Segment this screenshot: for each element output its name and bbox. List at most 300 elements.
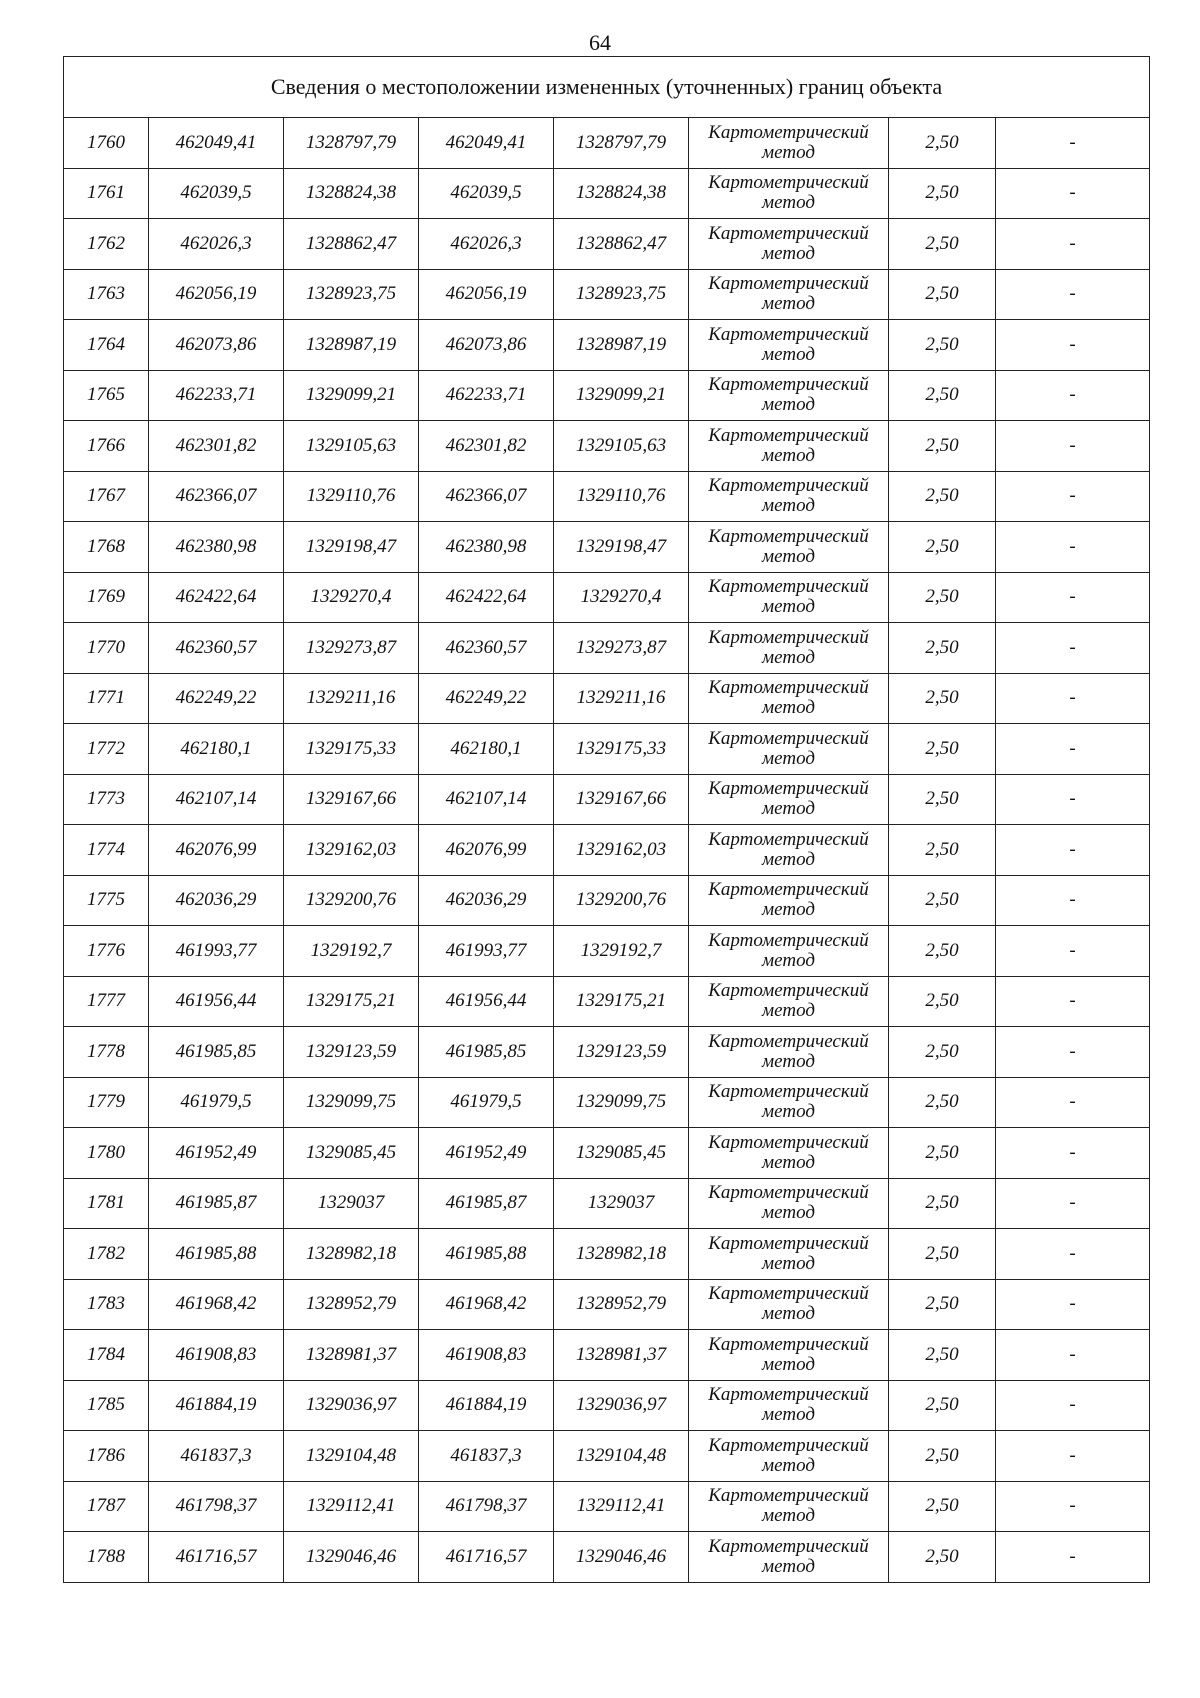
table-row: [64, 522, 1150, 573]
existing-x-cell: 462249,22: [149, 673, 284, 724]
point-number-cell: 1760: [64, 118, 149, 169]
note-cell: -: [996, 1128, 1150, 1179]
table-row: [64, 1330, 1150, 1381]
accuracy-cell: 2,50: [889, 1027, 996, 1078]
accuracy-cell: 2,50: [889, 1178, 996, 1229]
refined-x-cell: 461798,37: [419, 1481, 554, 1532]
point-number-cell: 1781: [64, 1178, 149, 1229]
existing-x-cell: 461798,37: [149, 1481, 284, 1532]
table-row: [64, 623, 1150, 674]
refined-y-cell: 1328797,79: [554, 118, 689, 169]
method-line-2: метод: [762, 242, 815, 264]
existing-y-cell: 1329211,16: [284, 673, 419, 724]
accuracy-cell: 2,50: [889, 825, 996, 876]
note-cell: -: [996, 320, 1150, 371]
table-row: [64, 1229, 1150, 1280]
note-cell: -: [996, 1229, 1150, 1280]
refined-x-cell: 462301,82: [419, 421, 554, 472]
note-cell: -: [996, 1431, 1150, 1482]
accuracy-cell: 2,50: [889, 1431, 996, 1482]
accuracy-cell: 2,50: [889, 572, 996, 623]
refined-y-cell: 1329200,76: [554, 875, 689, 926]
note-cell: -: [996, 421, 1150, 472]
method-cell: [689, 774, 889, 825]
note-cell: -: [996, 1330, 1150, 1381]
point-number-cell: 1771: [64, 673, 149, 724]
table-row: [64, 572, 1150, 623]
refined-x-cell: 462049,41: [419, 118, 554, 169]
method-line-1: Картометрический: [708, 677, 869, 699]
refined-x-cell: 461908,83: [419, 1330, 554, 1381]
refined-y-cell: 1329175,33: [554, 724, 689, 775]
existing-x-cell: 462107,14: [149, 774, 284, 825]
method-line-2: метод: [762, 293, 815, 315]
note-cell: -: [996, 724, 1150, 775]
existing-y-cell: 1328923,75: [284, 269, 419, 320]
existing-y-cell: 1329104,48: [284, 1431, 419, 1482]
table-row: [64, 1481, 1150, 1532]
note-cell: -: [996, 825, 1150, 876]
method-cell: [689, 421, 889, 472]
refined-x-cell: 462036,29: [419, 875, 554, 926]
point-number-cell: 1779: [64, 1077, 149, 1128]
note-cell: -: [996, 1380, 1150, 1431]
method-cell: [689, 623, 889, 674]
method-line-1: Картометрический: [708, 1081, 869, 1103]
existing-x-cell: 461979,5: [149, 1077, 284, 1128]
method-line-1: Картометрический: [708, 1384, 869, 1406]
accuracy-cell: 2,50: [889, 774, 996, 825]
refined-x-cell: 461837,3: [419, 1431, 554, 1482]
point-number-cell: 1785: [64, 1380, 149, 1431]
existing-y-cell: 1328987,19: [284, 320, 419, 371]
method-line-1: Картометрический: [708, 121, 869, 143]
refined-y-cell: 1329211,16: [554, 673, 689, 724]
note-cell: -: [996, 118, 1150, 169]
method-line-1: Картометрический: [708, 172, 869, 194]
point-number-cell: 1782: [64, 1229, 149, 1280]
table-row: [64, 1431, 1150, 1482]
refined-x-cell: 461979,5: [419, 1077, 554, 1128]
existing-y-cell: 1329162,03: [284, 825, 419, 876]
method-line-2: метод: [762, 899, 815, 921]
refined-x-cell: 462233,71: [419, 370, 554, 421]
point-number-cell: 1763: [64, 269, 149, 320]
method-line-1: Картометрический: [708, 1535, 869, 1557]
point-number-cell: 1783: [64, 1279, 149, 1330]
existing-y-cell: 1328981,37: [284, 1330, 419, 1381]
table-row: [64, 219, 1150, 270]
method-line-1: Картометрический: [708, 222, 869, 244]
existing-x-cell: 461985,88: [149, 1229, 284, 1280]
existing-y-cell: 1329085,45: [284, 1128, 419, 1179]
method-line-1: Картометрический: [708, 1434, 869, 1456]
existing-y-cell: 1329046,46: [284, 1532, 419, 1583]
existing-y-cell: 1328862,47: [284, 219, 419, 270]
refined-x-cell: 462249,22: [419, 673, 554, 724]
existing-x-cell: 462301,82: [149, 421, 284, 472]
refined-y-cell: 1329110,76: [554, 471, 689, 522]
refined-y-cell: 1329273,87: [554, 623, 689, 674]
existing-y-cell: 1329037: [284, 1178, 419, 1229]
method-line-2: метод: [762, 1252, 815, 1274]
refined-y-cell: 1328862,47: [554, 219, 689, 270]
existing-x-cell: 462360,57: [149, 623, 284, 674]
refined-x-cell: 462360,57: [419, 623, 554, 674]
point-number-cell: 1773: [64, 774, 149, 825]
accuracy-cell: 2,50: [889, 724, 996, 775]
refined-y-cell: 1329046,46: [554, 1532, 689, 1583]
table-row: [64, 421, 1150, 472]
point-number-cell: 1786: [64, 1431, 149, 1482]
note-cell: -: [996, 774, 1150, 825]
method-line-1: Картометрический: [708, 374, 869, 396]
method-cell: [689, 1380, 889, 1431]
table-row: [64, 926, 1150, 977]
existing-x-cell: 461952,49: [149, 1128, 284, 1179]
note-cell: -: [996, 1532, 1150, 1583]
point-number-cell: 1772: [64, 724, 149, 775]
method-line-1: Картометрический: [708, 273, 869, 295]
refined-x-cell: 461968,42: [419, 1279, 554, 1330]
accuracy-cell: 2,50: [889, 875, 996, 926]
table-row: [64, 118, 1150, 169]
existing-x-cell: 462036,29: [149, 875, 284, 926]
refined-x-cell: 462366,07: [419, 471, 554, 522]
accuracy-cell: 2,50: [889, 926, 996, 977]
table-row: [64, 1532, 1150, 1583]
method-line-1: Картометрический: [708, 424, 869, 446]
table-row: [64, 774, 1150, 825]
table-row: [64, 1027, 1150, 1078]
point-number-cell: 1775: [64, 875, 149, 926]
existing-x-cell: 461716,57: [149, 1532, 284, 1583]
refined-y-cell: 1329192,7: [554, 926, 689, 977]
table-row: [64, 1279, 1150, 1330]
method-cell: [689, 673, 889, 724]
method-cell: [689, 572, 889, 623]
method-cell: [689, 875, 889, 926]
existing-x-cell: 462056,19: [149, 269, 284, 320]
method-line-1: Картометрический: [708, 1131, 869, 1153]
existing-x-cell: 462233,71: [149, 370, 284, 421]
method-line-1: Картометрический: [708, 626, 869, 648]
point-number-cell: 1776: [64, 926, 149, 977]
refined-x-cell: 462056,19: [419, 269, 554, 320]
refined-y-cell: 1328982,18: [554, 1229, 689, 1280]
accuracy-cell: 2,50: [889, 320, 996, 371]
existing-y-cell: 1329200,76: [284, 875, 419, 926]
table-row: [64, 1128, 1150, 1179]
method-line-2: метод: [762, 1505, 815, 1527]
note-cell: -: [996, 875, 1150, 926]
note-cell: -: [996, 269, 1150, 320]
method-cell: [689, 1330, 889, 1381]
accuracy-cell: 2,50: [889, 118, 996, 169]
existing-x-cell: 461968,42: [149, 1279, 284, 1330]
accuracy-cell: 2,50: [889, 1481, 996, 1532]
refined-y-cell: 1329162,03: [554, 825, 689, 876]
method-line-2: метод: [762, 1454, 815, 1476]
existing-y-cell: 1329198,47: [284, 522, 419, 573]
point-number-cell: 1762: [64, 219, 149, 270]
note-cell: -: [996, 1027, 1150, 1078]
accuracy-cell: 2,50: [889, 673, 996, 724]
existing-x-cell: 462026,3: [149, 219, 284, 270]
method-line-1: Картометрический: [708, 828, 869, 850]
table-row: [64, 875, 1150, 926]
existing-x-cell: 462422,64: [149, 572, 284, 623]
accuracy-cell: 2,50: [889, 421, 996, 472]
refined-x-cell: 462076,99: [419, 825, 554, 876]
existing-y-cell: 1329167,66: [284, 774, 419, 825]
method-cell: [689, 1532, 889, 1583]
note-cell: -: [996, 370, 1150, 421]
point-number-cell: 1777: [64, 976, 149, 1027]
table-row: [64, 673, 1150, 724]
existing-y-cell: 1329175,21: [284, 976, 419, 1027]
note-cell: -: [996, 623, 1150, 674]
refined-y-cell: 1329123,59: [554, 1027, 689, 1078]
existing-y-cell: 1329105,63: [284, 421, 419, 472]
refined-x-cell: 462026,3: [419, 219, 554, 270]
existing-x-cell: 461993,77: [149, 926, 284, 977]
existing-y-cell: 1329036,97: [284, 1380, 419, 1431]
method-line-2: метод: [762, 646, 815, 668]
table-row: [64, 976, 1150, 1027]
method-cell: [689, 522, 889, 573]
note-cell: -: [996, 673, 1150, 724]
point-number-cell: 1766: [64, 421, 149, 472]
point-number-cell: 1788: [64, 1532, 149, 1583]
point-number-cell: 1784: [64, 1330, 149, 1381]
table-row: [64, 724, 1150, 775]
table-row: [64, 1178, 1150, 1229]
existing-x-cell: 462076,99: [149, 825, 284, 876]
existing-y-cell: 1328982,18: [284, 1229, 419, 1280]
method-line-2: метод: [762, 444, 815, 466]
method-line-2: метод: [762, 747, 815, 769]
point-number-cell: 1787: [64, 1481, 149, 1532]
existing-x-cell: 461908,83: [149, 1330, 284, 1381]
method-cell: [689, 1431, 889, 1482]
method-cell: [689, 320, 889, 371]
refined-x-cell: 461956,44: [419, 976, 554, 1027]
note-cell: -: [996, 168, 1150, 219]
existing-x-cell: 461956,44: [149, 976, 284, 1027]
accuracy-cell: 2,50: [889, 1380, 996, 1431]
existing-x-cell: 461837,3: [149, 1431, 284, 1482]
method-line-2: метод: [762, 495, 815, 517]
refined-x-cell: 462039,5: [419, 168, 554, 219]
note-cell: -: [996, 1178, 1150, 1229]
point-number-cell: 1761: [64, 168, 149, 219]
existing-y-cell: 1328797,79: [284, 118, 419, 169]
method-line-1: Картометрический: [708, 1485, 869, 1507]
method-line-2: метод: [762, 1303, 815, 1325]
note-cell: -: [996, 471, 1150, 522]
refined-x-cell: 462107,14: [419, 774, 554, 825]
method-line-1: Картометрический: [708, 1030, 869, 1052]
table-row: [64, 320, 1150, 371]
existing-x-cell: 462073,86: [149, 320, 284, 371]
accuracy-cell: 2,50: [889, 1279, 996, 1330]
method-line-1: Картометрический: [708, 929, 869, 951]
refined-x-cell: 461993,77: [419, 926, 554, 977]
existing-y-cell: 1328824,38: [284, 168, 419, 219]
refined-y-cell: 1329112,41: [554, 1481, 689, 1532]
refined-x-cell: 462380,98: [419, 522, 554, 573]
refined-y-cell: 1329099,21: [554, 370, 689, 421]
table-row: [64, 1380, 1150, 1431]
method-line-1: Картометрический: [708, 980, 869, 1002]
point-number-cell: 1768: [64, 522, 149, 573]
method-line-1: Картометрический: [708, 475, 869, 497]
method-cell: [689, 471, 889, 522]
existing-x-cell: 462380,98: [149, 522, 284, 573]
method-line-2: метод: [762, 545, 815, 567]
method-line-2: метод: [762, 1000, 815, 1022]
note-cell: -: [996, 1279, 1150, 1330]
method-line-2: метод: [762, 949, 815, 971]
method-line-1: Картометрический: [708, 1232, 869, 1254]
existing-x-cell: 462366,07: [149, 471, 284, 522]
note-cell: -: [996, 1077, 1150, 1128]
existing-y-cell: 1329123,59: [284, 1027, 419, 1078]
refined-x-cell: 462073,86: [419, 320, 554, 371]
refined-y-cell: 1329175,21: [554, 976, 689, 1027]
refined-y-cell: 1328987,19: [554, 320, 689, 371]
refined-x-cell: 462180,1: [419, 724, 554, 775]
point-number-cell: 1780: [64, 1128, 149, 1179]
method-line-2: метод: [762, 141, 815, 163]
point-number-cell: 1774: [64, 825, 149, 876]
note-cell: -: [996, 522, 1150, 573]
refined-x-cell: 462422,64: [419, 572, 554, 623]
method-cell: [689, 1178, 889, 1229]
existing-y-cell: 1329270,4: [284, 572, 419, 623]
accuracy-cell: 2,50: [889, 1532, 996, 1583]
method-cell: [689, 825, 889, 876]
page-number: 64: [589, 30, 611, 55]
existing-y-cell: 1329110,76: [284, 471, 419, 522]
table-row: [64, 471, 1150, 522]
refined-y-cell: 1329270,4: [554, 572, 689, 623]
method-cell: [689, 370, 889, 421]
method-line-2: метод: [762, 1050, 815, 1072]
method-cell: [689, 1027, 889, 1078]
existing-y-cell: 1329112,41: [284, 1481, 419, 1532]
refined-y-cell: 1328952,79: [554, 1279, 689, 1330]
table-row: [64, 370, 1150, 421]
note-cell: -: [996, 926, 1150, 977]
table-row: [64, 825, 1150, 876]
accuracy-cell: 2,50: [889, 168, 996, 219]
point-number-cell: 1770: [64, 623, 149, 674]
table-body: [64, 57, 1150, 1583]
existing-x-cell: 461985,87: [149, 1178, 284, 1229]
table-title: Сведения о местоположении измененных (уточненных) границ объекта: [64, 57, 1150, 118]
table-row: [64, 269, 1150, 320]
refined-y-cell: 1329037: [554, 1178, 689, 1229]
boundary-coordinates-table: [63, 56, 1150, 1583]
existing-x-cell: 461884,19: [149, 1380, 284, 1431]
existing-y-cell: 1329099,21: [284, 370, 419, 421]
refined-y-cell: 1329198,47: [554, 522, 689, 573]
refined-y-cell: 1329105,63: [554, 421, 689, 472]
table-row: [64, 168, 1150, 219]
refined-y-cell: 1328824,38: [554, 168, 689, 219]
method-line-2: метод: [762, 697, 815, 719]
point-number-cell: 1769: [64, 572, 149, 623]
method-cell: [689, 1279, 889, 1330]
method-line-1: Картометрический: [708, 1333, 869, 1355]
accuracy-cell: 2,50: [889, 219, 996, 270]
note-cell: -: [996, 572, 1150, 623]
accuracy-cell: 2,50: [889, 522, 996, 573]
method-line-1: Картометрический: [708, 1182, 869, 1204]
existing-y-cell: 1328952,79: [284, 1279, 419, 1330]
method-cell: [689, 724, 889, 775]
point-number-cell: 1764: [64, 320, 149, 371]
accuracy-cell: 2,50: [889, 370, 996, 421]
method-line-2: метод: [762, 343, 815, 365]
note-cell: -: [996, 976, 1150, 1027]
method-line-2: метод: [762, 1555, 815, 1577]
accuracy-cell: 2,50: [889, 1330, 996, 1381]
method-line-1: Картометрический: [708, 1283, 869, 1305]
accuracy-cell: 2,50: [889, 1077, 996, 1128]
method-line-2: метод: [762, 798, 815, 820]
method-cell: [689, 1229, 889, 1280]
refined-x-cell: 461985,88: [419, 1229, 554, 1280]
accuracy-cell: 2,50: [889, 1128, 996, 1179]
accuracy-cell: 2,50: [889, 471, 996, 522]
method-cell: [689, 976, 889, 1027]
existing-y-cell: 1329099,75: [284, 1077, 419, 1128]
table-row: [64, 1077, 1150, 1128]
method-line-1: Картометрический: [708, 576, 869, 598]
point-number-cell: 1765: [64, 370, 149, 421]
refined-y-cell: 1328923,75: [554, 269, 689, 320]
refined-x-cell: 461884,19: [419, 1380, 554, 1431]
refined-y-cell: 1329036,97: [554, 1380, 689, 1431]
refined-y-cell: 1328981,37: [554, 1330, 689, 1381]
method-cell: [689, 269, 889, 320]
point-number-cell: 1778: [64, 1027, 149, 1078]
accuracy-cell: 2,50: [889, 976, 996, 1027]
accuracy-cell: 2,50: [889, 269, 996, 320]
existing-y-cell: 1329273,87: [284, 623, 419, 674]
method-cell: [689, 168, 889, 219]
refined-y-cell: 1329099,75: [554, 1077, 689, 1128]
accuracy-cell: 2,50: [889, 1229, 996, 1280]
refined-y-cell: 1329167,66: [554, 774, 689, 825]
existing-x-cell: 462180,1: [149, 724, 284, 775]
method-line-2: метод: [762, 1202, 815, 1224]
method-cell: [689, 1077, 889, 1128]
method-cell: [689, 219, 889, 270]
accuracy-cell: 2,50: [889, 623, 996, 674]
point-number-cell: 1767: [64, 471, 149, 522]
existing-y-cell: 1329192,7: [284, 926, 419, 977]
existing-y-cell: 1329175,33: [284, 724, 419, 775]
refined-x-cell: 461985,85: [419, 1027, 554, 1078]
method-line-1: Картометрический: [708, 323, 869, 345]
method-cell: [689, 118, 889, 169]
note-cell: -: [996, 1481, 1150, 1532]
method-line-2: метод: [762, 394, 815, 416]
